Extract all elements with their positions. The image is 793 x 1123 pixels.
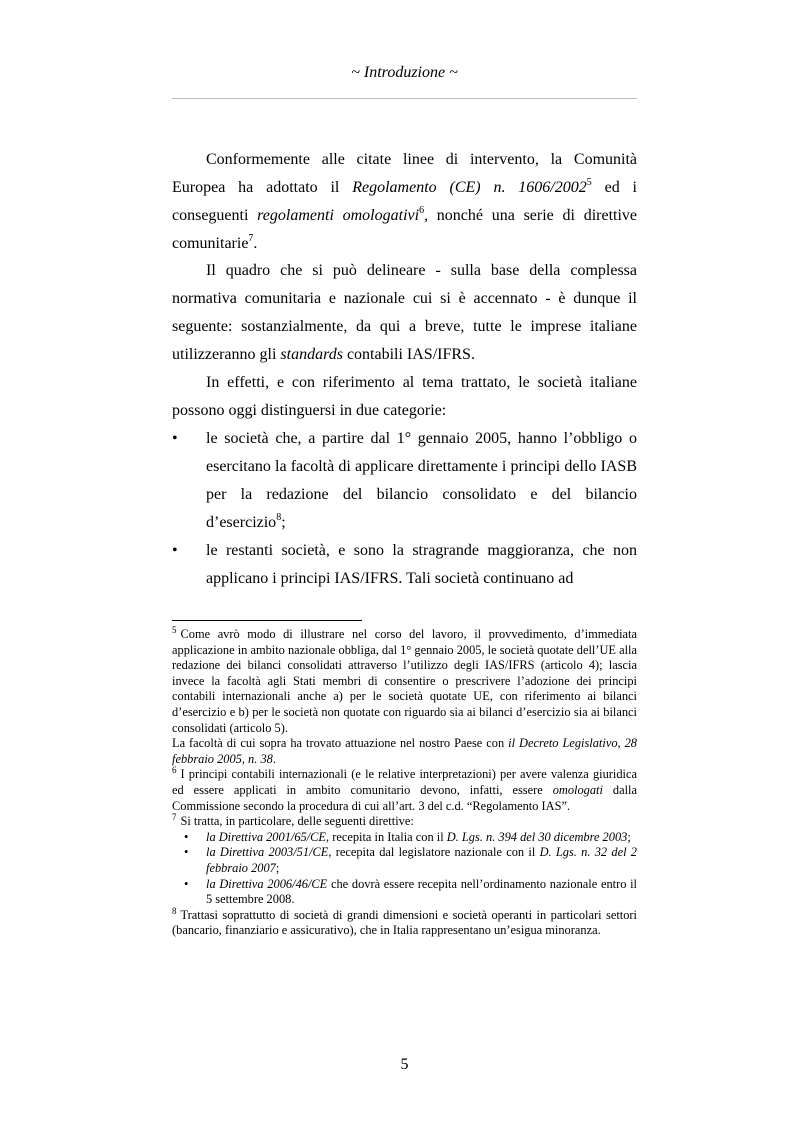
bullet-icon [184,845,188,861]
directive-name: la Direttiva 2003/51/CE [206,845,329,860]
footnote-number: 7 [172,812,177,822]
footnote-text: La facoltà di cui sopra ha trovato attuazione nel nostro Paese con [172,736,509,751]
footnote-ref-8[interactable]: 8 [276,511,282,523]
footnote-7 [172,814,637,830]
bullet-icon [172,537,206,565]
bullet-icon [172,425,206,453]
p1-text: Conformemente alle citate linee di intervento, la Comunità Europea ha adottato il [172,151,637,196]
p1-text: ed i conseguenti [172,179,637,224]
footnote-number: 6 [172,765,177,776]
footnote-text: , recepita in Italia con il [326,829,447,844]
footnote-7-list [172,830,637,908]
bullet-icon [184,877,188,893]
p3-text: In effetti, e con riferimento al tema trattato, le società italiane possono oggi distinguersi in due categorie: [172,374,637,419]
paragraph-1 [172,146,637,258]
footnote-text: che dovrà essere recepita nell’ordinamento nazionale entro il 5 settembre 2008. [206,876,638,907]
footnote-8 [172,905,637,939]
list-item [172,877,637,908]
bullet-icon [184,830,188,846]
p2-text: contabili IAS/IFRS. [342,346,475,363]
footnote-5-continued [172,736,637,767]
footnote-text: ; [275,860,280,875]
directive-name: la Direttiva 2006/46/CE [206,876,328,891]
header-rule [172,98,637,99]
footnote-text: Come avrò modo di illustrare nel corso del lavoro, il provvedimento, d’immediata applicazione in ambito nazionale obbliga, dal 1° gennaio 2005, le società quotate dell’UE alla redazione dei bilanci consolidati attraverso l’utilizzo degli IAS/IFRS (articolo 4); lascia invece la facoltà agli Stati membri di consentire o prescrivere l’adozione dei principi contabili internazionali anche a) per le società quotate UE, con riferimento ai bilanci d’esercizio e b) per le società non quotate con riguardo sia ai bilanci d’esercizio sia ai bilanci consolidati (articolo 5). [172,627,637,735]
footnote-text: , recepita dal legislatore nazionale con il [328,845,540,860]
footnote-ref-5[interactable]: 5 [586,176,592,188]
list-item [172,425,637,537]
footnote-text: ; [627,829,631,844]
regolamento-title: Regolamento (CE) n. 1606/2002 [352,179,587,196]
bullet-text: le restanti società, e sono la stragrande maggioranza, che non applicano i principi IAS/IFRS. Tali società continuano ad [206,542,637,587]
p2-text: Il quadro che si può delineare - sulla base della complessa normativa comunitaria e nazionale cui si è accennato - è dunque il seguente: sostanzialmente, da qui a breve, tutte le imprese italiane utilizzeranno gli [172,262,637,363]
list-item [172,537,637,593]
footnotes [172,624,638,939]
decree-name: D. Lgs. n. 32 del 2 febbraio 2007 [206,845,637,875]
paragraph-2 [172,257,637,369]
page-number: 5 [400,1056,409,1073]
directive-name: la Direttiva 2001/65/CE [206,829,326,844]
omologati-word: omologati [552,782,603,797]
p1-text: . [253,235,258,252]
footnote-5 [172,624,637,736]
footnote-6 [172,767,637,814]
footnote-number: 5 [172,624,177,635]
footnote-text: dalla Commissione secondo la procedura di cui all’art. 3 del c.d. “Regolamento IAS”. [172,782,637,813]
bullet-text-end: ; [281,514,286,531]
regolamenti-omologativi: regolamenti omologativi [257,207,420,224]
footnote-text: Trattasi soprattutto di società di grandi dimensioni e società operanti in particolari settori (bancario, finanziario e assicurativo), che in Italia rappresentano un’esigua minoranza. [172,907,637,938]
list-item [172,845,637,876]
footnote-text: I principi contabili internazionali (e le relative interpretazioni) per avere valenza giuridica ed essere applicati in ambito comunitario devono, infatti, essere [172,767,637,797]
paragraph-3 [172,369,637,425]
footnote-text: . [272,751,276,766]
footnote-separator [172,620,362,621]
footnote-ref-7[interactable]: 7 [248,232,254,244]
decree-name: D. Lgs. n. 394 del 30 dicembre 2003 [446,829,628,844]
footnote-ref-6[interactable]: 6 [419,204,425,216]
running-header: ~ Introduzione ~ [351,64,458,81]
bullet-text: le società che, a partire dal 1° gennaio 2005, hanno l’obbligo o esercitano la facoltà di applicare direttamente i principi dello IASB per la redazione del bilancio consolidato e del bilancio d’esercizio [206,430,637,531]
footnote-number: 8 [172,905,177,916]
footnote-text: Si tratta, in particolare, delle seguenti direttive: [180,814,414,829]
bullet-list [172,425,637,593]
decreto-reference: il Decreto Legislativo, 28 febbraio 2005, n. 38 [172,736,637,766]
list-item [172,830,637,846]
p1-text: , nonché una serie di direttive comunitarie [172,207,637,252]
standards-word: standards [280,346,343,363]
